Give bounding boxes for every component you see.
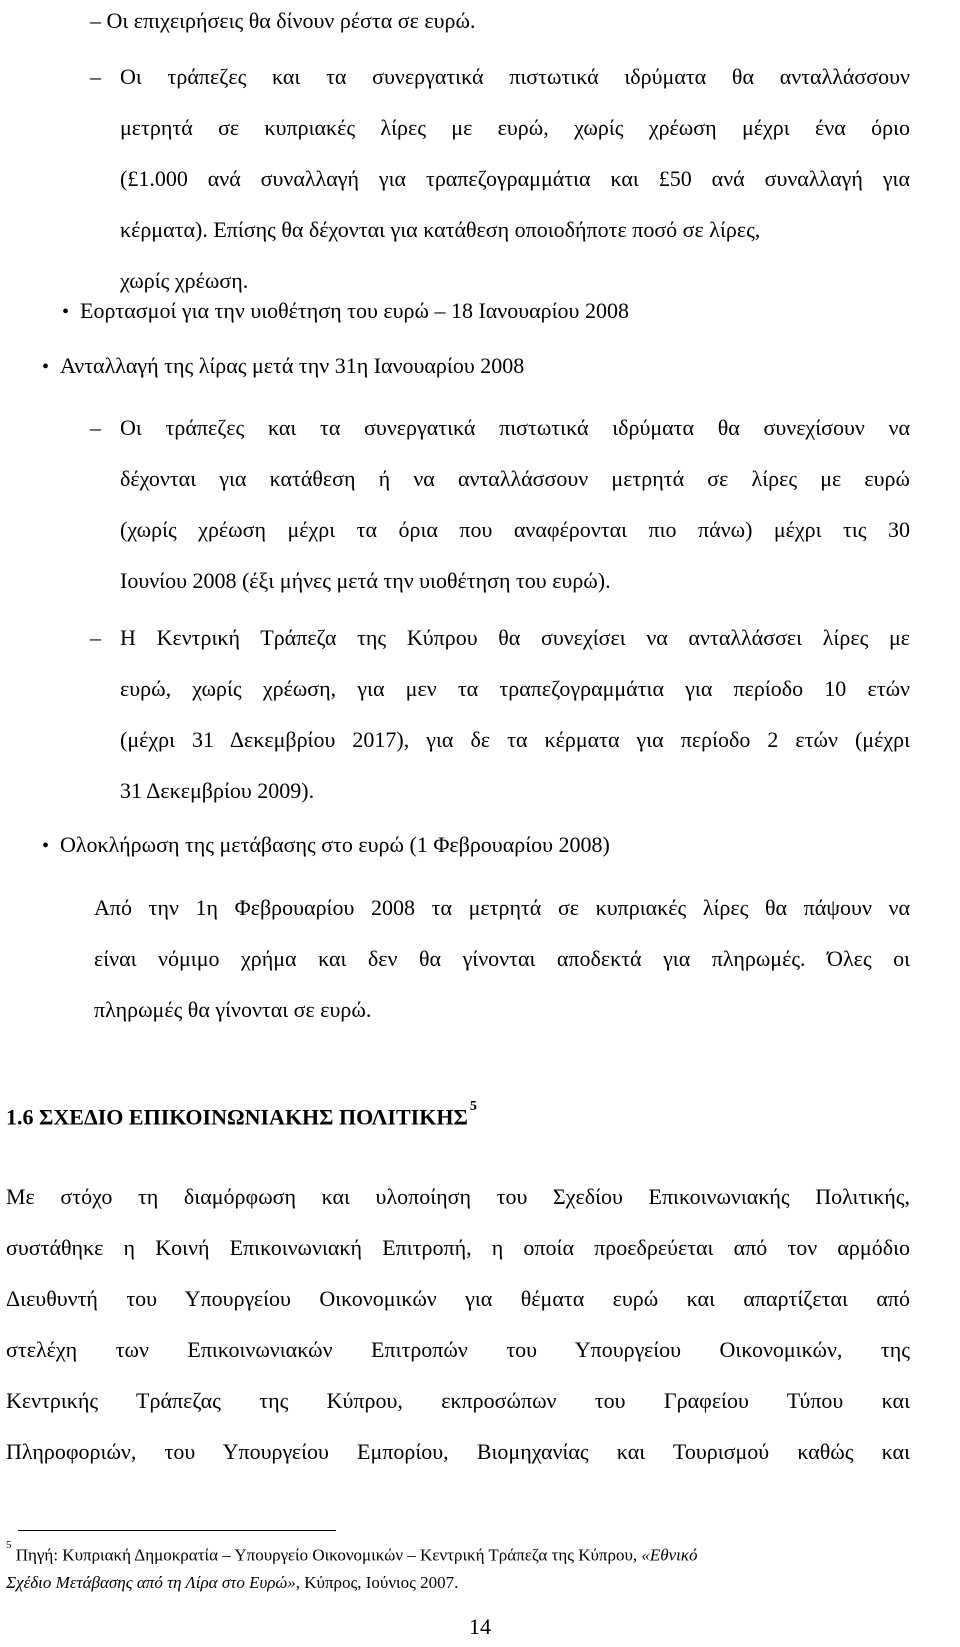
list-item-line: Οι τράπεζες και τα συνεργατικά πιστωτικά ιδρύματα θα συνεχίσουν να	[120, 415, 910, 440]
body-line: Διευθυντή του Υπουργείου Οικονομικών για θέματα ευρώ και απαρτίζεται από	[6, 1286, 910, 1311]
body-line: Κεντρικής Τράπεζας της Κύπρου, εκπροσώπων του Γραφείου Τύπου και	[6, 1388, 910, 1413]
footnote-line-1	[6, 1539, 698, 1565]
bullet-completion: Ολοκλήρωση της μετάβασης στο ευρώ (1 Φεβρουαρίου 2008)	[60, 832, 610, 857]
bullet-celebrations: Εορτασμοί για την υιοθέτηση του ευρώ – 18 Ιανουαρίου 2008	[80, 298, 629, 323]
footnote-line-2	[6, 1574, 458, 1591]
list-item-line: Ιουνίου 2008 (έξι μήνες μετά την υιοθέτηση του ευρώ).	[120, 568, 611, 593]
dash-marker: –	[90, 64, 101, 89]
list-item-line: χωρίς χρέωση.	[120, 268, 249, 293]
page-number: 14	[469, 1614, 491, 1639]
body-line: συστάθηκε η Κοινή Επικοινωνιακή Επιτροπή, η οποία προεδρεύεται από τον αρμόδιο	[6, 1235, 910, 1260]
section-heading-text: 1.6 ΣΧΕΔΙΟ ΕΠΙΚΟΙΝΩΝΙΑΚΗΣ ΠΟΛΙΤΙΚΗΣ	[6, 1104, 468, 1130]
bullet-marker: •	[62, 301, 70, 323]
list-item-line: Οι τράπεζες και τα συνεργατικά πιστωτικά ιδρύματα θα ανταλλάσσουν	[120, 64, 910, 89]
list-item-line: Η Κεντρική Τράπεζα της Κύπρου θα συνεχίσει να ανταλλάσσει λίρες με	[120, 625, 910, 650]
body-line: στελέχη των Επικοινωνιακών Επιτροπών του Υπουργείου Οικονομικών, της	[6, 1337, 910, 1362]
dash-marker: –	[90, 625, 101, 650]
list-item-line: δέχονται για κατάθεση ή να ανταλλάσσουν μετρητά σε λίρες με ευρώ	[120, 466, 910, 491]
dash-marker: –	[90, 415, 101, 440]
footnote-number: 5	[6, 1539, 12, 1551]
footnote-separator	[18, 1530, 336, 1531]
paragraph-line: πληρωμές θα γίνονται σε ευρώ.	[94, 997, 372, 1022]
list-item-line: μετρητά σε κυπριακές λίρες με ευρώ, χωρίς χρέωση μέχρι ένα όριο	[120, 115, 910, 140]
footnote-ref: 5	[469, 1099, 477, 1114]
footnote-source: Πηγή: Κυπριακή Δημοκρατία – Υπουργείο Οικονομικών – Κεντρική Τράπεζα της Κύπρου,	[15, 1545, 642, 1565]
list-item-line: ευρώ, χωρίς χρέωση, για μεν τα τραπεζογραμμάτια για περίοδο 10 ετών	[120, 676, 910, 701]
list-item-line: (χωρίς χρέωση μέχρι τα όρια που αναφέρονται πιο πάνω) μέχρι τις 30	[120, 517, 910, 542]
footnote-place-date: , Κύπρος, Ιούνιος 2007.	[295, 1573, 459, 1592]
paragraph-line: είναι νόμιμο χρήμα και δεν θα γίνονται αποδεκτά για πληρωμές. Όλες οι	[94, 946, 910, 971]
paragraph-line: Από την 1η Φεβρουαρίου 2008 τα μετρητά σε κυπριακές λίρες θα πάψουν να	[94, 895, 910, 920]
bullet-marker: •	[42, 835, 50, 857]
footnote-title-start: «Εθνικό	[641, 1545, 698, 1565]
bullet-exchange-after: Ανταλλαγή της λίρας μετά την 31η Ιανουαρίου 2008	[60, 353, 525, 378]
list-item-line: (£1.000 ανά συναλλαγή για τραπεζογραμμάτια και £50 ανά συναλλαγή για	[120, 166, 910, 191]
list-item-line: κέρματα). Επίσης θα δέχονται για κατάθεση οποιοδήποτε ποσό σε λίρες,	[120, 217, 761, 242]
bullet-marker: •	[42, 356, 50, 378]
body-line: Με στόχο τη διαμόρφωση και υλοποίηση του Σχεδίου Επικοινωνιακής Πολιτικής,	[6, 1184, 910, 1209]
list-item-line: (μέχρι 31 Δεκεμβρίου 2017), για δε τα κέρματα για περίοδο 2 ετών (μέχρι	[120, 727, 910, 752]
footnote-title-end: Σχέδιο Μετάβασης από τη Λίρα στο Ευρώ»	[6, 1573, 296, 1592]
list-item-businesses-change: – Οι επιχειρήσεις θα δίνουν ρέστα σε ευρώ.	[90, 8, 476, 33]
body-line: Πληροφοριών, του Υπουργείου Εμπορίου, Βιομηχανίας και Τουρισμού καθώς και	[6, 1439, 910, 1464]
list-item-line: 31 Δεκεμβρίου 2009).	[120, 778, 315, 803]
section-heading	[6, 1099, 477, 1130]
